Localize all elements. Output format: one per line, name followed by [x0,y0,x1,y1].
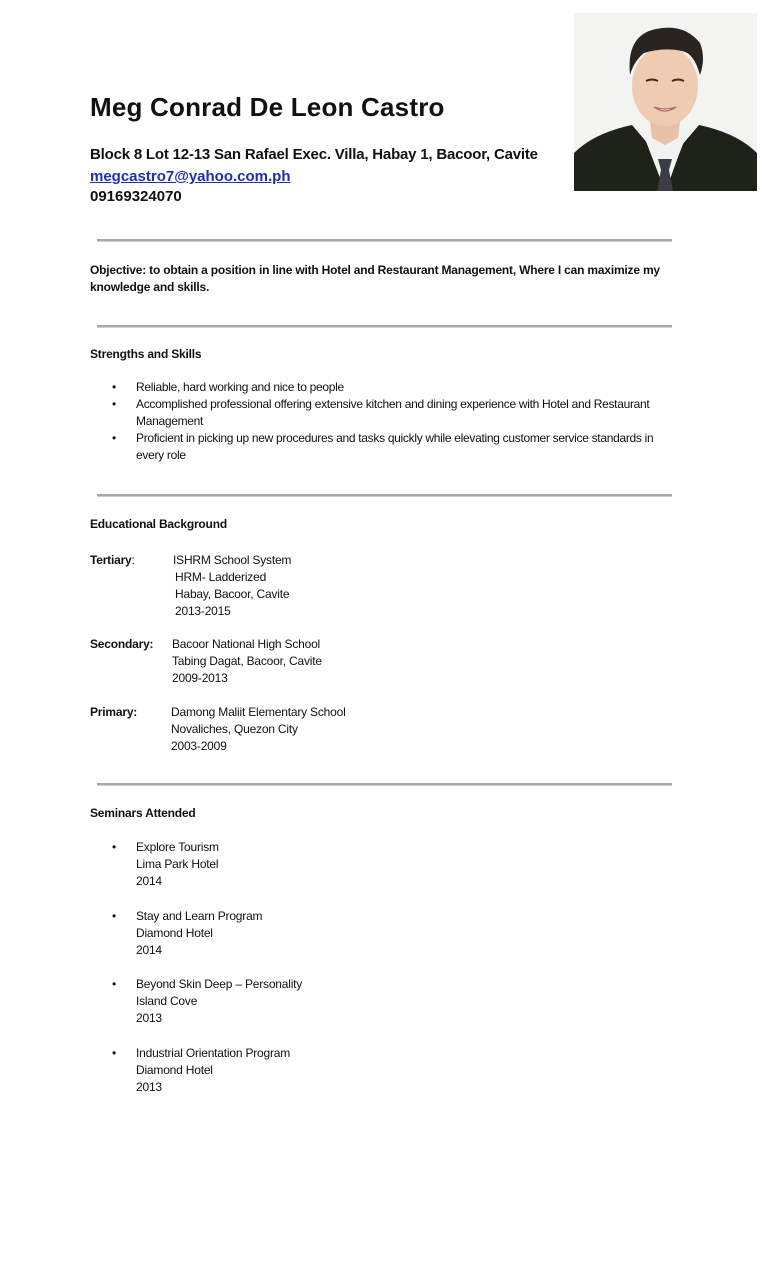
strengths-list [112,379,672,464]
list-item [112,430,672,464]
education-level-label: Primary: [90,705,138,719]
seminar-year: 2014 [136,943,162,957]
school-location: Habay, Bacoor, Cavite [175,587,290,601]
applicant-address: Block 8 Lot 12-13 San Rafael Exec. Villa, Habay 1, Bacoor, Cavite [90,146,538,163]
applicant-photo [574,13,757,191]
list-item [112,379,672,396]
school-location: Tabing Dagat, Bacoor, Cavite [172,654,322,668]
education-entry-tertiary [90,552,490,622]
section-divider [97,494,672,497]
portrait-image [574,13,757,191]
education-details [171,704,346,755]
section-divider [97,239,672,242]
seminar-year: 2013 [136,1080,162,1094]
bullet-icon: • [112,431,116,445]
education-details [173,552,291,620]
seminar-year: 2014 [136,874,162,888]
school-name: Bacoor National High School [172,637,321,651]
education-level-label: Secondary: [90,637,154,651]
seminar-item [112,1045,512,1097]
education-entry-primary [90,704,490,756]
bullet-icon: • [112,909,117,923]
strength-text: Accomplished professional offering extensive kitchen and dining experience with Hotel and Restaurant Management [136,397,650,428]
strength-text: Reliable, hard working and nice to people [136,380,344,394]
seminar-name: Stay and Learn Program [136,909,263,923]
objective-statement: Objective: to obtain a position in line with Hotel and Restaurant Management, Where I can maximize my knowledge and skills. [90,263,660,294]
school-name: ISHRM School System [173,553,292,567]
seminar-venue: Island Cove [136,994,198,1008]
school-name: Damong Maliit Elementary School [171,705,346,719]
seminar-venue: Diamond Hotel [136,1063,213,1077]
school-years: 2013-2015 [175,604,231,618]
applicant-name: Meg Conrad De Leon Castro [90,92,445,122]
school-years: 2009-2013 [172,671,228,685]
section-title-education: Educational Background [90,517,227,531]
strength-text: Proficient in picking up new procedures and tasks quickly while elevating customer service standards in every role [136,431,654,462]
bullet-icon: • [112,840,117,854]
education-details [172,636,322,687]
phone-number: 09169324070 [90,188,182,205]
seminar-item [112,839,512,891]
seminar-venue: Lima Park Hotel [136,857,219,871]
school-location: Novaliches, Quezon City [171,722,298,736]
section-title-strengths: Strengths and Skills [90,347,202,361]
education-level-label: Tertiary: [90,553,135,567]
bullet-icon: • [112,380,116,394]
bullet-icon: • [112,397,116,411]
seminar-year: 2013 [136,1011,162,1025]
seminar-name: Beyond Skin Deep – Personality [136,977,303,991]
bullet-icon: • [112,1046,117,1060]
seminar-item [112,908,512,960]
program: HRM- Ladderized [175,570,267,584]
seminar-venue: Diamond Hotel [136,926,213,940]
bullet-icon: • [112,977,117,991]
section-title-seminars: Seminars Attended [90,806,196,820]
section-divider [97,783,672,786]
school-years: 2003-2009 [171,739,227,753]
section-divider [97,325,672,328]
list-item [112,396,672,430]
seminar-name: Industrial Orientation Program [136,1046,291,1060]
email-link[interactable]: megcastro7@yahoo.com.ph [90,168,291,185]
education-entry-secondary [90,636,490,688]
seminar-name: Explore Tourism [136,840,219,854]
seminar-item [112,976,512,1028]
